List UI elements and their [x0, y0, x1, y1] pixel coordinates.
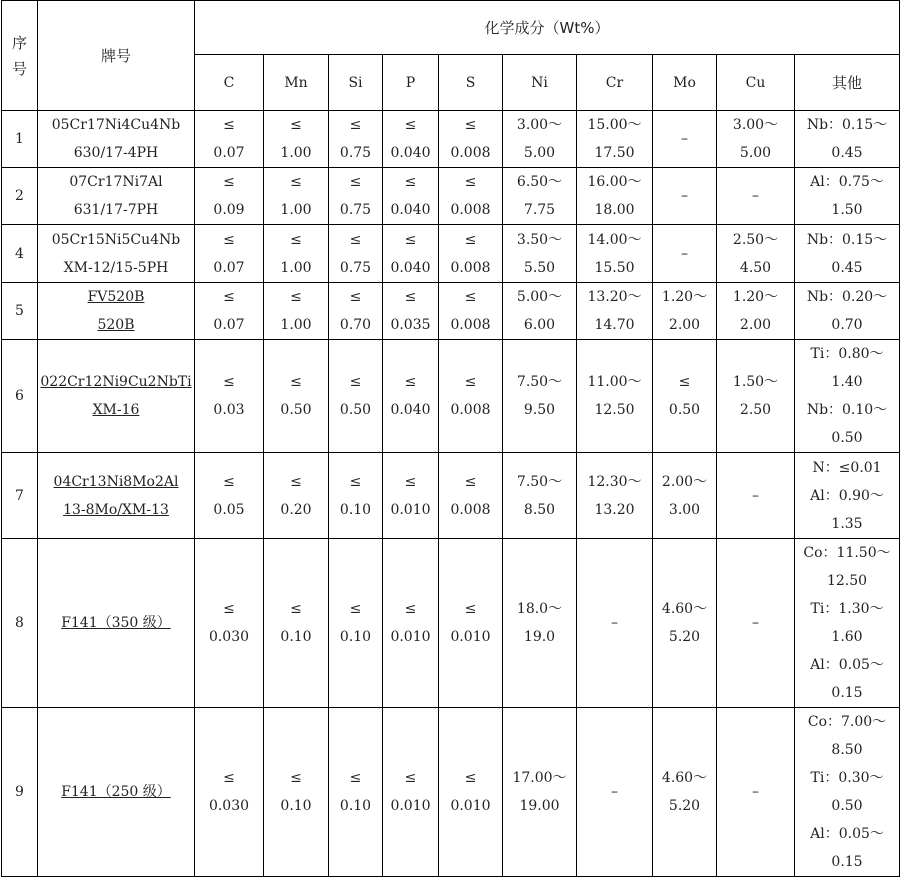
composition-table — [1, 0, 900, 877]
value-line: Co：7.00～ — [807, 714, 887, 730]
value-line: ≤ — [349, 374, 362, 390]
value-line: ≤ — [464, 374, 477, 390]
value-line: 1.40 — [831, 374, 863, 390]
value-cell-cr — [577, 453, 653, 539]
value-cell-p — [383, 225, 439, 283]
value-cell-cu — [717, 168, 795, 225]
table-row — [2, 340, 900, 453]
value-line: ≤ — [464, 117, 477, 133]
value-line: ≤ — [349, 289, 362, 305]
value-line: 7.50～ — [516, 374, 563, 390]
value-cell-cu — [717, 340, 795, 453]
value-line: ≤ — [464, 231, 477, 248]
table-row — [2, 539, 900, 708]
value-cell-s — [439, 283, 503, 340]
value-cell-cr — [577, 539, 653, 708]
value-line: 0.040 — [390, 202, 431, 218]
value-cell-mn — [264, 708, 329, 877]
value-line: – — [681, 188, 688, 204]
table-row — [2, 111, 900, 168]
value-cell-cr — [577, 168, 653, 225]
element-header-mn: Mn — [264, 55, 329, 111]
value-cell-mo — [653, 168, 717, 225]
value-line: 0.040 — [390, 402, 431, 418]
grade-line: 07Cr17Ni7Al — [69, 174, 163, 190]
value-line: – — [752, 188, 759, 204]
value-line: ≤ — [349, 174, 362, 190]
value-line: ≤ — [349, 601, 362, 617]
value-line: 12.50 — [594, 402, 635, 418]
seq-cell: 7 — [2, 453, 38, 539]
value-line: 1.20～ — [732, 289, 779, 305]
value-line: ≤ — [404, 473, 417, 490]
value-line: 2.50 — [739, 402, 772, 418]
value-cell-s — [439, 340, 503, 453]
value-cell-ni — [503, 340, 577, 453]
value-line: ≤ — [290, 117, 302, 133]
grade-line: 022Cr12Ni9Cu2NbTi — [40, 374, 192, 390]
grade-line: 631/17-7PH — [73, 202, 159, 218]
value-line: 1.00 — [280, 259, 312, 276]
value-line: 0.75 — [339, 145, 372, 161]
value-cell-c — [195, 283, 264, 340]
value-line: 4.50 — [739, 259, 772, 276]
grade-header: 牌号 — [38, 1, 195, 111]
value-line: Ti：0.30～ — [810, 770, 884, 786]
value-line: ≤ — [349, 473, 362, 490]
value-line: 0.50 — [668, 402, 701, 418]
value-cell-mn — [264, 340, 329, 453]
value-line: ≤ — [290, 174, 302, 190]
value-cell-s — [439, 453, 503, 539]
value-cell-mn — [264, 111, 329, 168]
value-line: 13.20 — [594, 501, 635, 518]
value-line: 0.15 — [831, 854, 863, 870]
value-line: 2.00～ — [661, 473, 708, 490]
value-line: ≤ — [223, 770, 235, 786]
value-line: 0.50 — [280, 402, 312, 418]
grade-cell — [38, 539, 195, 708]
value-line: 0.07 — [213, 259, 245, 276]
element-header-s: S — [439, 55, 503, 111]
value-line: 15.50 — [594, 259, 635, 276]
value-line: – — [752, 784, 759, 800]
value-line: 0.010 — [450, 629, 491, 645]
grade-line: F141（350 级） — [61, 615, 171, 631]
value-line: 1.00 — [280, 317, 312, 333]
value-line: – — [611, 615, 618, 631]
value-cell-mo — [653, 539, 717, 708]
table-row — [2, 283, 900, 340]
value-cell-si — [329, 340, 383, 453]
value-line: ≤ — [290, 374, 302, 390]
value-line: 0.040 — [390, 145, 431, 161]
value-line: 12.50 — [826, 573, 868, 589]
value-line: 4.60～ — [661, 770, 708, 786]
value-line: 0.50 — [831, 430, 863, 446]
value-line: 0.040 — [390, 259, 431, 276]
value-cell-c — [195, 111, 264, 168]
value-line: ≤ — [290, 770, 302, 786]
value-cell-other — [795, 283, 900, 340]
value-line: 16.00～ — [587, 174, 642, 190]
value-cell-ni — [503, 283, 577, 340]
value-line: ≤ — [404, 374, 417, 390]
value-line: 6.50～ — [516, 174, 563, 190]
value-line: Nb：0.15～ — [806, 231, 888, 248]
value-cell-cr — [577, 225, 653, 283]
seq-cell: 2 — [2, 168, 38, 225]
seq-header — [2, 1, 38, 111]
value-cell-other — [795, 168, 900, 225]
value-line: 0.03 — [213, 402, 245, 418]
value-cell-mo — [653, 283, 717, 340]
value-cell-cu — [717, 225, 795, 283]
element-header-ni: Ni — [503, 55, 577, 111]
composition-header: 化学成分（Wt%） — [195, 1, 900, 55]
value-line: ≤ — [223, 174, 235, 190]
value-line: 0.10 — [339, 798, 372, 814]
value-line: 1.00 — [280, 202, 312, 218]
value-line: 6.00 — [523, 317, 556, 333]
table-row — [2, 708, 900, 877]
value-line: 3.00 — [668, 501, 701, 518]
value-cell-mn — [264, 453, 329, 539]
value-cell-si — [329, 539, 383, 708]
table-header — [2, 1, 900, 111]
value-line: Co：11.50～ — [803, 545, 891, 561]
value-line: Al：0.90～ — [810, 487, 884, 504]
table-row — [2, 453, 900, 539]
value-line: 12.30～ — [587, 473, 642, 490]
grade-line: 13-8Mo/XM-13 — [63, 501, 169, 518]
value-line: 9.50 — [523, 402, 556, 418]
value-line: – — [681, 131, 688, 147]
value-cell-mn — [264, 168, 329, 225]
value-line: 19.00 — [519, 798, 560, 814]
value-cell-si — [329, 168, 383, 225]
value-line: Nb：0.10～ — [806, 402, 888, 418]
grade-cell — [38, 453, 195, 539]
value-cell-p — [383, 283, 439, 340]
value-line: 0.030 — [208, 798, 250, 814]
value-cell-s — [439, 539, 503, 708]
value-line: ≤ — [464, 601, 477, 617]
value-cell-cr — [577, 708, 653, 877]
value-line: 0.010 — [390, 798, 431, 814]
value-line: – — [752, 615, 759, 631]
element-header-cu: Cu — [717, 55, 795, 111]
value-cell-mo — [653, 340, 717, 453]
value-cell-ni — [503, 453, 577, 539]
seq-cell: 5 — [2, 283, 38, 340]
value-line: ≤ — [290, 473, 302, 490]
value-line: ≤ — [464, 174, 477, 190]
value-line: ≤ — [223, 117, 235, 133]
value-line: – — [681, 245, 688, 262]
grade-line: 05Cr15Ni5Cu4Nb — [51, 231, 181, 248]
value-cell-mo — [653, 111, 717, 168]
value-line: 1.00 — [280, 145, 312, 161]
value-line: 5.00～ — [516, 289, 563, 305]
value-line: – — [752, 487, 759, 504]
value-line: 3.50～ — [516, 231, 563, 248]
seq-header-line: 序 — [11, 33, 27, 52]
value-cell-mn — [264, 539, 329, 708]
seq-cell: 8 — [2, 539, 38, 708]
value-line: 0.75 — [339, 259, 372, 276]
value-line: 0.05 — [213, 501, 245, 518]
value-line: 0.50 — [831, 798, 863, 814]
value-line: 2.00 — [668, 317, 701, 333]
value-cell-cu — [717, 283, 795, 340]
value-cell-cu — [717, 708, 795, 877]
value-line: ≤ — [404, 289, 417, 305]
value-line: 14.70 — [594, 317, 635, 333]
value-cell-ni — [503, 708, 577, 877]
value-cell-cu — [717, 453, 795, 539]
value-line: ≤ — [290, 231, 302, 248]
value-cell-ni — [503, 111, 577, 168]
value-cell-s — [439, 225, 503, 283]
value-cell-c — [195, 168, 264, 225]
value-cell-cr — [577, 340, 653, 453]
value-line: 5.00 — [739, 145, 772, 161]
grade-cell — [38, 225, 195, 283]
value-cell-cu — [717, 111, 795, 168]
grade-line: XM-16 — [92, 402, 140, 418]
seq-cell: 1 — [2, 111, 38, 168]
value-line: 8.50 — [523, 501, 556, 518]
value-cell-mn — [264, 283, 329, 340]
seq-cell: 9 — [2, 708, 38, 877]
value-cell-c — [195, 340, 264, 453]
element-header-p: P — [383, 55, 439, 111]
value-line: 0.008 — [450, 501, 491, 518]
value-cell-p — [383, 340, 439, 453]
value-line: Ti：0.80～ — [810, 346, 884, 362]
seq-cell: 4 — [2, 225, 38, 283]
value-line: 2.00 — [739, 317, 772, 333]
value-line: 0.008 — [450, 202, 491, 218]
value-line: ≤ — [464, 770, 477, 786]
value-line: 0.010 — [390, 501, 431, 518]
grade-cell — [38, 283, 195, 340]
value-line: 0.45 — [831, 259, 863, 276]
value-cell-ni — [503, 539, 577, 708]
value-cell-p — [383, 539, 439, 708]
element-header-mo: Mo — [653, 55, 717, 111]
value-line: 0.030 — [208, 629, 250, 645]
value-cell-other — [795, 225, 900, 283]
value-line: ≤ — [223, 289, 235, 305]
value-line: ≤ — [464, 289, 477, 305]
table-row — [2, 168, 900, 225]
value-line: 3.00～ — [732, 117, 779, 133]
grade-line: 520B — [97, 317, 135, 333]
value-cell-mo — [653, 453, 717, 539]
value-line: ≤ — [349, 231, 362, 248]
value-line: 0.70 — [831, 317, 863, 333]
value-line: ≤ — [404, 174, 417, 190]
value-cell-other — [795, 539, 900, 708]
value-line: 2.50～ — [732, 231, 779, 248]
value-cell-mo — [653, 708, 717, 877]
value-line: N：≤0.01 — [812, 459, 882, 476]
value-line: 0.10 — [339, 629, 372, 645]
value-line: 14.00～ — [587, 231, 642, 248]
grade-cell — [38, 708, 195, 877]
value-line: 7.50～ — [516, 473, 563, 490]
value-cell-p — [383, 453, 439, 539]
grade-line: FV520B — [87, 289, 145, 305]
grade-cell — [38, 168, 195, 225]
value-line: – — [611, 784, 618, 800]
value-cell-other — [795, 708, 900, 877]
value-line: Nb：0.20～ — [806, 289, 888, 305]
value-line: ≤ — [349, 117, 362, 133]
value-line: 1.35 — [831, 515, 863, 532]
value-line: ≤ — [404, 770, 417, 786]
element-header-c: C — [195, 55, 264, 111]
value-line: 5.00 — [523, 145, 556, 161]
value-line: 11.00～ — [587, 374, 642, 390]
value-line: 0.008 — [450, 259, 491, 276]
grade-line: 04Cr13Ni8Mo2Al — [53, 473, 179, 490]
value-line: 4.60～ — [661, 601, 708, 617]
value-line: 1.50～ — [732, 374, 779, 390]
value-line: ≤ — [223, 601, 235, 617]
value-line: 0.70 — [339, 317, 372, 333]
grade-line: XM-12/15-5PH — [63, 259, 169, 276]
table-body — [2, 111, 900, 877]
grade-cell — [38, 111, 195, 168]
value-line: 5.20 — [668, 798, 701, 814]
value-cell-p — [383, 111, 439, 168]
value-cell-cr — [577, 111, 653, 168]
value-line: 0.035 — [390, 317, 431, 333]
value-cell-c — [195, 708, 264, 877]
value-line: 5.50 — [523, 259, 556, 276]
value-cell-cu — [717, 539, 795, 708]
grade-line: 05Cr17Ni4Cu4Nb — [51, 117, 181, 133]
value-cell-cr — [577, 283, 653, 340]
value-cell-other — [795, 340, 900, 453]
value-line: 1.60 — [831, 629, 863, 645]
value-line: 0.10 — [339, 501, 372, 518]
value-line: ≤ — [223, 473, 235, 490]
value-line: ≤ — [404, 231, 417, 248]
value-line: 1.50 — [831, 202, 863, 218]
value-line: 0.008 — [450, 145, 491, 161]
value-line: Al：0.05～ — [810, 657, 884, 673]
value-cell-p — [383, 708, 439, 877]
value-line: 0.09 — [213, 202, 245, 218]
value-cell-c — [195, 225, 264, 283]
value-cell-si — [329, 453, 383, 539]
value-line: 0.010 — [390, 629, 431, 645]
value-line: 0.15 — [831, 685, 863, 701]
value-line: 8.50 — [831, 742, 863, 758]
value-line: 0.10 — [280, 629, 312, 645]
value-line: 15.00～ — [587, 117, 642, 133]
value-cell-other — [795, 453, 900, 539]
grade-line: 630/17-4PH — [73, 145, 159, 161]
value-cell-si — [329, 111, 383, 168]
value-line: 18.0～ — [516, 601, 563, 617]
value-cell-si — [329, 708, 383, 877]
value-line: ≤ — [678, 374, 691, 390]
value-cell-mn — [264, 225, 329, 283]
value-cell-si — [329, 225, 383, 283]
value-line: 0.008 — [450, 402, 491, 418]
value-cell-p — [383, 168, 439, 225]
value-line: 18.00 — [594, 202, 635, 218]
value-line: Ti：1.30～ — [810, 601, 884, 617]
value-cell-s — [439, 168, 503, 225]
value-cell-si — [329, 283, 383, 340]
value-line: 3.00～ — [516, 117, 563, 133]
value-line: 0.008 — [450, 317, 491, 333]
value-line: 0.07 — [213, 317, 245, 333]
value-line: Al：0.75～ — [810, 174, 884, 190]
value-line: ≤ — [349, 770, 362, 786]
value-line: 17.50 — [594, 145, 635, 161]
value-line: 19.0 — [523, 629, 556, 645]
value-line: Al：0.05～ — [810, 826, 884, 842]
value-cell-s — [439, 111, 503, 168]
value-cell-s — [439, 708, 503, 877]
value-line: ≤ — [223, 374, 235, 390]
element-header-si: Si — [329, 55, 383, 111]
value-line: 0.10 — [280, 798, 312, 814]
seq-header-line: 号 — [11, 59, 27, 78]
value-cell-ni — [503, 168, 577, 225]
grade-line: F141（250 级） — [61, 784, 171, 800]
value-cell-other — [795, 111, 900, 168]
value-line: 7.75 — [523, 202, 556, 218]
value-line: Nb：0.15～ — [806, 117, 888, 133]
value-line: 17.00～ — [512, 770, 567, 786]
value-line: 1.20～ — [661, 289, 708, 305]
seq-cell: 6 — [2, 340, 38, 453]
value-line: ≤ — [290, 289, 302, 305]
value-line: 0.75 — [339, 202, 372, 218]
value-line: 5.20 — [668, 629, 701, 645]
grade-cell — [38, 340, 195, 453]
value-cell-ni — [503, 225, 577, 283]
value-line: 0.07 — [213, 145, 245, 161]
value-line: ≤ — [223, 231, 235, 248]
value-line: 0.010 — [450, 798, 491, 814]
value-line: 13.20～ — [587, 289, 642, 305]
value-line: ≤ — [404, 117, 417, 133]
value-cell-c — [195, 453, 264, 539]
table-row — [2, 225, 900, 283]
value-cell-c — [195, 539, 264, 708]
value-cell-mo — [653, 225, 717, 283]
value-line: ≤ — [404, 601, 417, 617]
value-line: 0.20 — [280, 501, 312, 518]
value-line: ≤ — [290, 601, 302, 617]
value-line: 0.45 — [831, 145, 863, 161]
value-line: 0.50 — [339, 402, 372, 418]
value-line: ≤ — [464, 473, 477, 490]
element-header-other: 其他 — [795, 55, 900, 111]
element-header-cr: Cr — [577, 55, 653, 111]
